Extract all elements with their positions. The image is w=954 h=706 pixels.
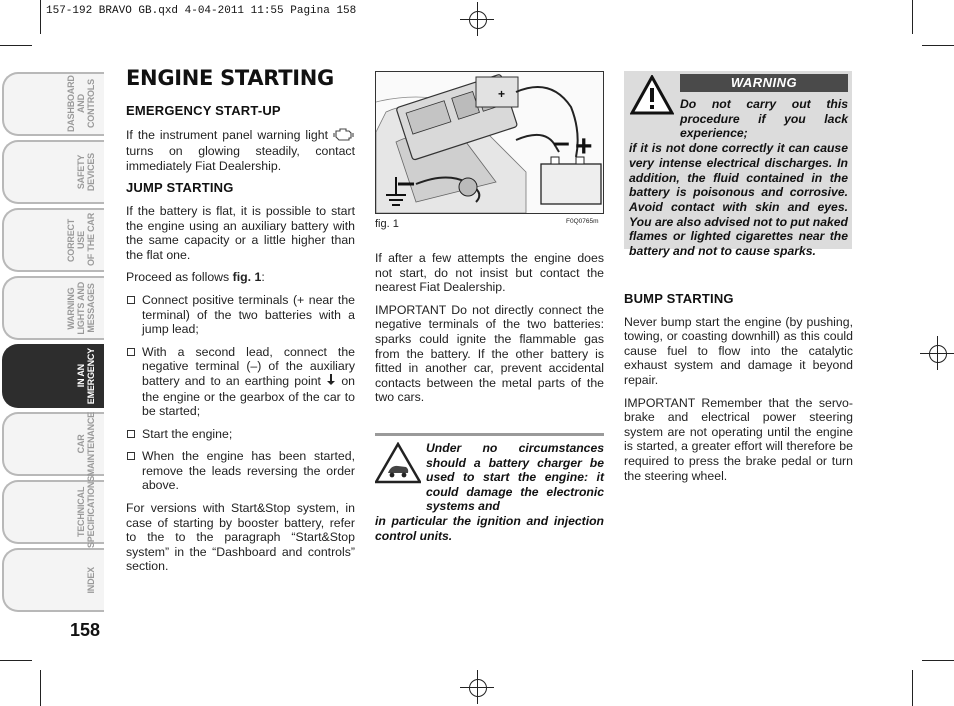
- page-number: 158: [70, 620, 101, 640]
- checkbox-bullet-icon: [127, 348, 135, 356]
- step-text: Connect positive terminals (+ near the terminal) of the two batteries with a jump lead;: [142, 292, 355, 337]
- registration-mark-top: [460, 2, 494, 36]
- crop-mark-bl-v: [40, 670, 41, 706]
- tab-label: CAR MAINTENANCE: [76, 411, 96, 477]
- tab-correct-use[interactable]: [2, 208, 104, 272]
- tab-label: WARNING LIGHTS AND MESSAGES: [66, 281, 96, 335]
- emergency-text-a: If the instrument panel warning light: [126, 127, 328, 142]
- earth-ground-icon: [326, 374, 336, 390]
- column-middle: [375, 251, 604, 413]
- tab-label: IN AN EMERGENCY: [76, 347, 96, 405]
- emergency-startup-heading: EMERGENCY START-UP: [126, 103, 281, 118]
- print-header: 157-192 BRAVO GB.qxd 4-04-2011 11:55 Pagina 158: [46, 5, 357, 17]
- charger-warning-note: [375, 433, 604, 543]
- figure-plus-sign: +: [498, 87, 506, 101]
- tab-index[interactable]: [2, 548, 104, 612]
- figure-code: F0Q0765m: [566, 218, 599, 225]
- jump-intro-text: If the battery is flat, it is possible to start the engine using an auxiliary battery with the same capacity or a little higher than the flat one.: [126, 203, 355, 262]
- tab-label: CORRECT USE OF THE CAR: [66, 213, 96, 267]
- figure-caption: fig. 1: [375, 218, 399, 230]
- proceed-text-b: :: [261, 270, 265, 285]
- tab-safety-devices[interactable]: [2, 140, 104, 204]
- battery-charger-warning-icon: [375, 442, 421, 488]
- page-title: ENGINE STARTING: [126, 66, 334, 90]
- warning-text-indented: Do not carry out this procedure if you lack experience;: [680, 97, 848, 141]
- list-item: [126, 427, 355, 442]
- registration-mark-right: [920, 336, 954, 370]
- note-text-indented: Under no circumstances should a battery charger be used to start the engine: it could damage the electronic systems and: [426, 441, 604, 514]
- engine-warning-light-icon: [333, 127, 355, 145]
- startstop-text: For versions with Start&Stop system, in case of starting by booster battery, refer to the to the paragraph “Start&Stop system” in the “Dashboard and controls” section.: [126, 501, 355, 574]
- step-text-b: on the engine or the gearbox of the car to be started;: [142, 373, 355, 419]
- tab-label: DASHBOARD AND CONTROLS: [66, 75, 96, 133]
- jump-starting-heading: JUMP STARTING: [126, 180, 234, 196]
- proceed-text: [126, 270, 355, 285]
- crop-mark-tl-v: [40, 0, 41, 34]
- column-right: [624, 292, 853, 491]
- crop-mark-tr-h: [922, 45, 954, 46]
- crop-mark-tl-h: [0, 45, 32, 46]
- bump-starting-heading: BUMP STARTING: [624, 291, 734, 306]
- tab-technical-specifications[interactable]: [2, 475, 104, 549]
- list-item: [126, 293, 355, 337]
- crop-mark-bl-h: [0, 660, 32, 661]
- important-negative-terminals-text: IMPORTANT Do not directly connect the negative terminals of the two batteries: sparks could ignite the flammable gas from the battery. If the other battery is fitted in another car, prevent accidental contacts between the metal parts of the two cars.: [375, 302, 604, 405]
- crop-mark-tr-v: [912, 0, 913, 34]
- list-item: [126, 449, 355, 493]
- important-servo-brake-text: IMPORTANT Remember that the servo-brake and electrical power steering system are not operating until the engine is started, a greater effort will therefore be required to press the brake pedal or turn the steering wheel.: [624, 395, 853, 483]
- checkbox-bullet-icon: [127, 430, 135, 438]
- tab-label: INDEX: [86, 566, 96, 594]
- proceed-text-a: Proceed as follows: [126, 270, 233, 285]
- checkbox-bullet-icon: [127, 452, 135, 460]
- tab-dashboard-and-controls[interactable]: [2, 72, 104, 136]
- warning-text: [629, 97, 848, 259]
- warning-box: [624, 71, 852, 259]
- step-text: When the engine has been started, remove the leads reversing the order above.: [142, 449, 355, 493]
- jump-steps-list: [126, 293, 355, 493]
- list-item: [126, 345, 355, 419]
- crop-mark-br-v: [912, 670, 913, 706]
- registration-mark-bottom: [460, 670, 494, 704]
- checkbox-bullet-icon: [127, 296, 135, 304]
- tab-car-maintenance[interactable]: [2, 412, 104, 476]
- no-start-text: If after a few attempts the engine does not start, do not insist but contact the nearest Fiat Dealership.: [375, 251, 604, 295]
- step-text: Start the engine;: [142, 426, 233, 441]
- tab-label: SAFETY DEVICES: [76, 152, 96, 192]
- figure-minus-sign: –: [553, 126, 570, 159]
- warning-text-rest: if it is not done correctly it can cause very intense electrical discharges. In addition, the fluid contained in the battery is poisonous and corrosive. Avoid contact with skin and eyes. You are also advised not to put naked flames or lighted cigarettes near the battery and not to cause sparks.: [629, 141, 848, 259]
- warning-title: WARNING: [680, 74, 848, 92]
- note-text-rest: in particular the ignition and injection control units.: [375, 513, 604, 543]
- fig-reference[interactable]: fig. 1: [232, 270, 262, 285]
- tab-label: TECHNICAL SPECIFICATIONS: [76, 475, 96, 549]
- tab-in-an-emergency[interactable]: [2, 344, 104, 408]
- column-left: [126, 104, 355, 582]
- emergency-text-b: turns on glowing steadily, contact immediately Fiat Dealership.: [126, 144, 355, 173]
- tab-warning-lights[interactable]: [2, 276, 104, 340]
- emergency-startup-text: [126, 127, 355, 174]
- figure-plus-sign: +: [575, 130, 593, 163]
- jump-start-figure: [375, 71, 604, 214]
- battery-connection-illustration: [376, 72, 603, 213]
- step-text-a: With a second lead, connect the negative terminal (–) of the auxiliary battery and to an earthing point: [142, 344, 355, 388]
- bump-starting-text: Never bump start the engine (by pushing, towing, or coasting downhill) as this could cause fuel to flow into the catalytic exhaust system and damage it beyond repair.: [624, 314, 853, 387]
- crop-mark-br-h: [922, 660, 954, 661]
